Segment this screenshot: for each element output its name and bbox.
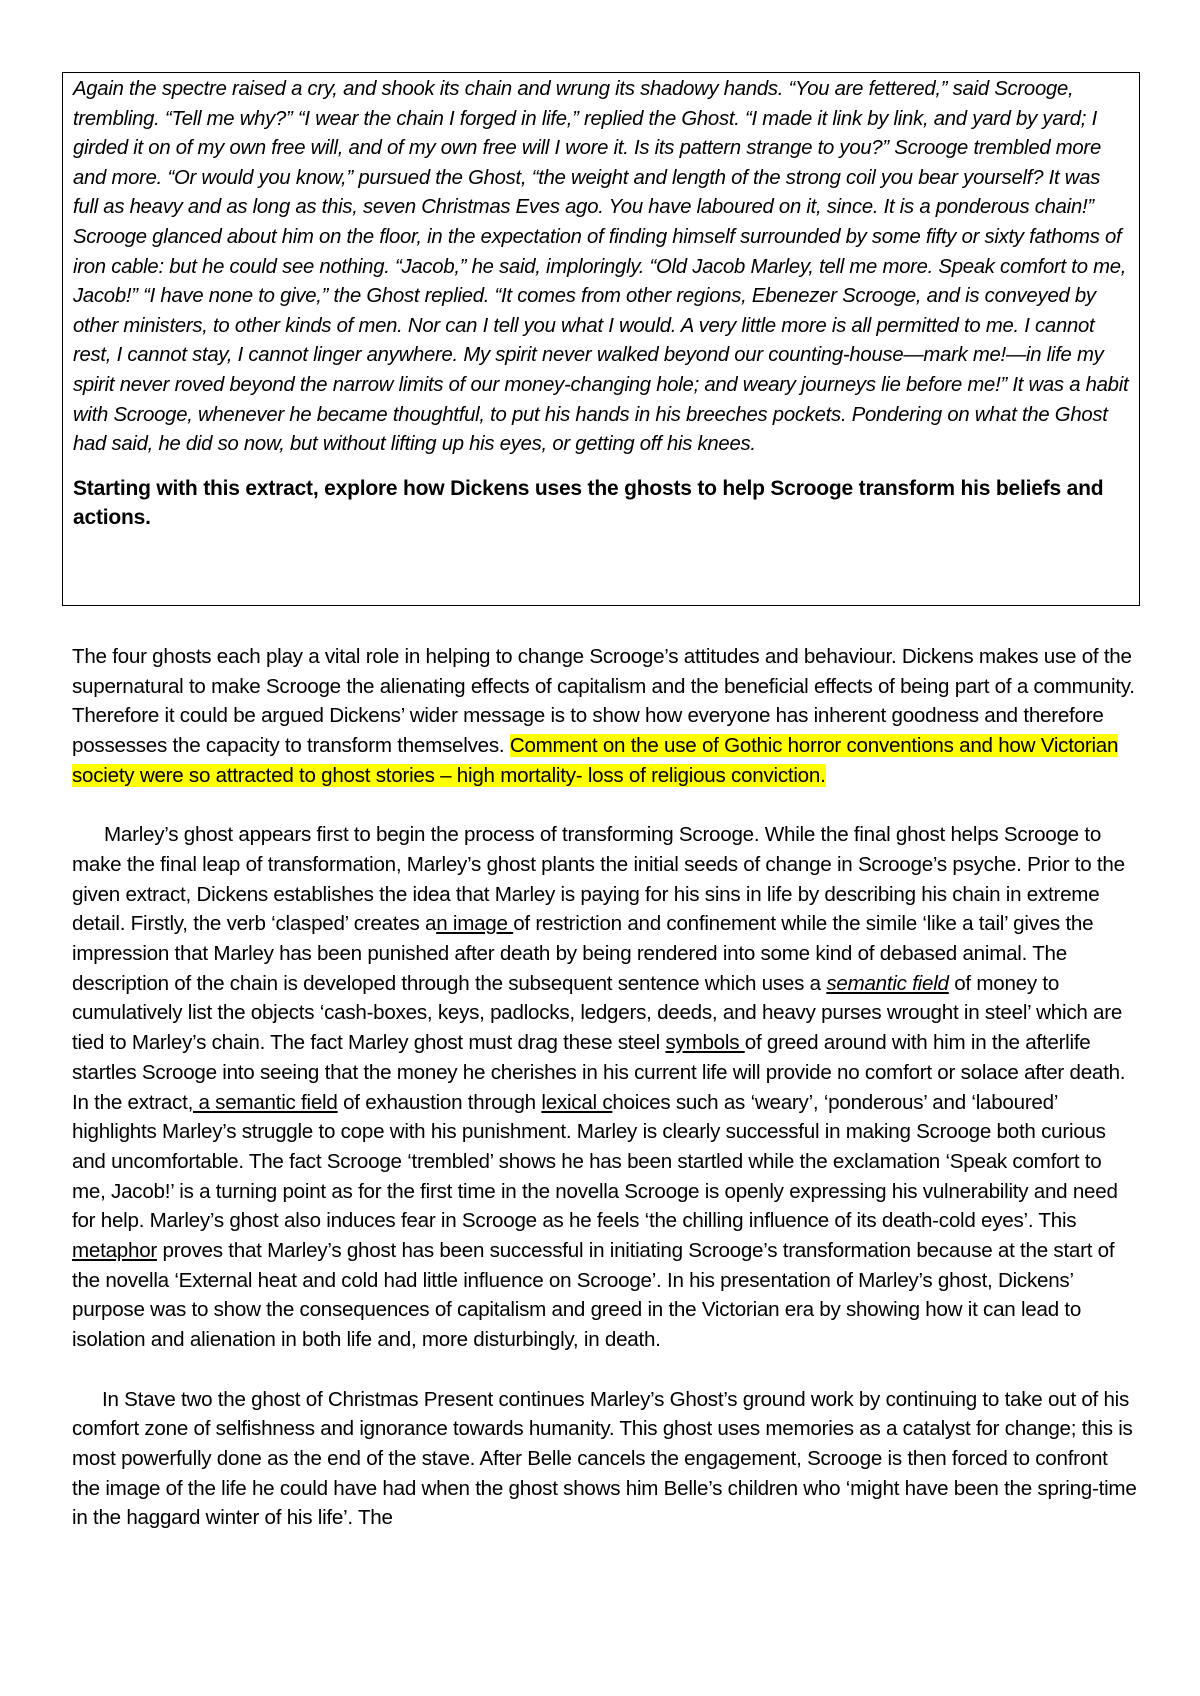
marley-text-2: of restriction and confinement while the simile ‘like a tail’ gives the impression that Marley has been punished after death by being rendered into some kind of debased animal. The description of the chain is developed through the subsequent sentence which uses a (72, 912, 1094, 995)
extract-box (62, 72, 1140, 606)
marley-text-1: Marley’s ghost appears first to begin the process of transforming Scrooge. While the final ghost helps Scrooge to make the final leap of transformation, Marley’s ghost plants the initial seeds of change in Scrooge’s psyche. Prior to the given extract, Dickens establishes the idea that Marley is paying for his sins in life by describing his chain in extreme detail. Firstly, the verb ‘clasped’ creates a (72, 823, 1125, 936)
marley-text-5: of exhaustion through (337, 1090, 542, 1114)
marley-text-4: of greed around with him in the afterlife startles Scrooge into seeing that the money he cherishes in his current life will provide no comfort or solace after death. In the extract (72, 1031, 1126, 1114)
underlined-symbols: symbols (665, 1031, 745, 1055)
underlined-a-semantic-field: , a semantic field (187, 1090, 338, 1114)
stave-two-text: In Stave two the ghost of Christmas Present continues Marley’s Ghost’s ground work by continuing to take out of his comfort zone of selfishness and ignorance towards humanity. This ghost uses memories as a catalyst for change; this is most powerfully done as the end of the stave. After Belle cancels the engagement, Scrooge is then forced to confront the image of the life he could have had when the ghost shows him Belle’s children who ‘might have been the spring-time in the haggard winter of his life’. The (72, 1387, 1137, 1530)
underlined-semantic-field: semantic field (826, 971, 949, 995)
essay-body (72, 642, 1138, 1533)
marley-text-3: of money to cumulatively list the objects ‘cash-boxes, keys, padlocks, ledgers, deeds, and heavy purses wrought in steel’ which are tied to Marley’s chain. The fact Marley ghost must drag these steel (72, 971, 1123, 1055)
essay-paragraph-intro (72, 642, 1138, 791)
extract-text: Again the spectre raised a cry, and shook its chain and wrung its shadowy hands. “You are fettered,” said Scrooge, trembling. “Tell me why?” “I wear the chain I forged in life,” replied the Ghost. “I made it link by link, and yard by yard; I girded it on of my own free will, and of my own free will I wore it. Is its pattern strange to you?” Scrooge trembled more and more. “Or would you know,” pursued the Ghost, “the weight and length of the strong coil you bear yourself? It was full as heavy and as long as this, seven Christmas Eves ago. You have laboured on it, since. It is a ponderous chain!” Scrooge glanced about him on the floor, in the expectation of finding himself surrounded by some fifty or sixty fathoms of iron cable: but he could see nothing. “Jacob,” he said, imploringly. “Old Jacob Marley, tell me more. Speak comfort to me, Jacob!” “I have none to give,” the Ghost replied. “It comes from other regions, Ebenezer Scrooge, and is conveyed by other ministers, to other kinds of men. Nor can I tell you what I would. A very little more is all permitted to me. I cannot rest, I cannot stay, I cannot linger anywhere. My spirit never walked beyond our counting-house—mark me!—in life my spirit never roved beyond the narrow limits of our money-changing hole; and weary journeys lie before me!” It was a habit with Scrooge, whenever he became thoughtful, to put his hands in his breeches pockets. Pondering on what the Ghost had said, he did so now, but without lifting up his eyes, or getting off his knees. (73, 78, 1129, 456)
underlined-an-image: n image (436, 912, 514, 936)
essay-question: Starting with this extract, explore how Dickens uses the ghosts to help Scrooge transform his beliefs and actions. (73, 476, 1104, 530)
marley-text-6: hoices such as ‘weary’, ‘ponderous’ and ‘laboured’ highlights Marley’s struggle to cope with his punishment. Marley is clearly successful in making Scrooge both curious and uncomfortable. The fact Scrooge ‘trembled’ shows he has been startled while the exclamation ‘Speak comfort to me, Jacob!’ is a turning point as for the first time in the novella Scrooge is openly expressing his vulnerability and need for help. Marley’s ghost also induces fear in Scrooge as he feels ‘the chilling influence of its death-cold eyes’. This (72, 1090, 1118, 1233)
underlined-lexical-choices: lexical c (541, 1090, 613, 1114)
essay-paragraph-stave-two (72, 1385, 1138, 1534)
essay-paragraph-marley (72, 820, 1138, 1355)
highlighted-comment: Comment on the use of Gothic horror conventions and how Victorian society were so attracted to ghost stories – high mortality- loss of religious conviction. (72, 734, 1119, 787)
underlined-metaphor: metaphor (72, 1239, 158, 1263)
intro-text: The four ghosts each play a vital role in helping to change Scrooge’s attitudes and behaviour. Dickens makes use of the supernatural to make Scrooge the alienating effects of capitalism and the beneficial effects of being part of a community. Therefore it could be argued Dickens’ wider message is to show how everyone has inherent goodness and therefore possesses the capacity to transform themselves. (72, 645, 1135, 758)
marley-text-7: proves that Marley’s ghost has been successful in initiating Scrooge’s transformation because at the start of the novella ‘External heat and cold had little influence on Scrooge’. In his presentation of Marley’s ghost, Dickens’ purpose was to show the consequences of capitalism and greed in the Victorian era by showing how it can lead to isolation and alienation in both life and, more disturbingly, in death. (72, 1239, 1115, 1352)
